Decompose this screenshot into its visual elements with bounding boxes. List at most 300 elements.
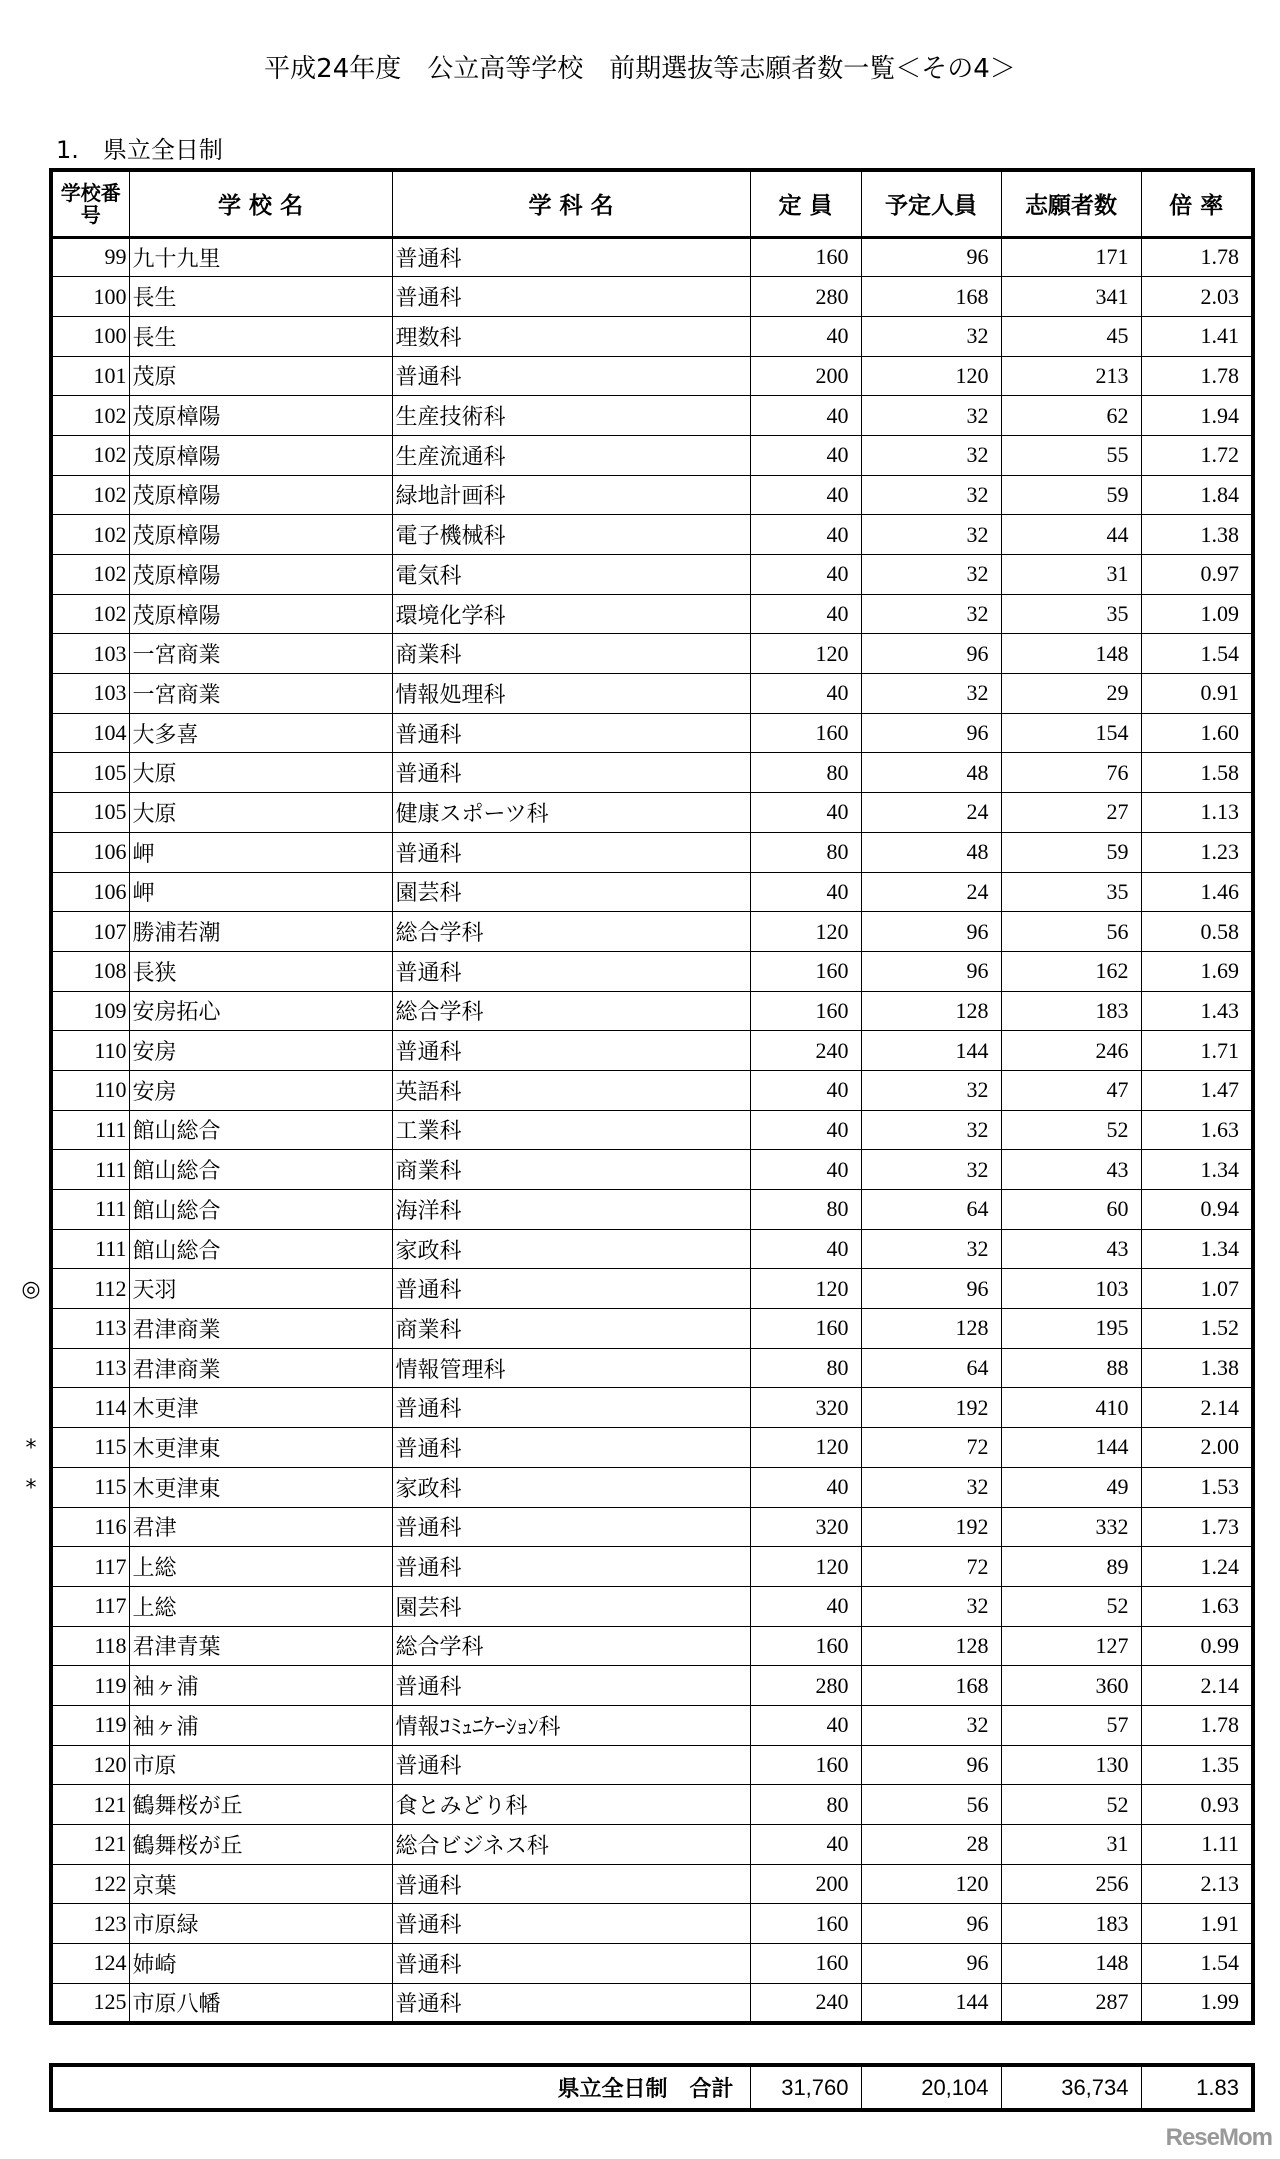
cell-ratio: 1.34 (1141, 1229, 1253, 1269)
cell-capacity: 160 (750, 951, 861, 991)
header-department: 学 科 名 (392, 170, 750, 237)
cell-applicants: 43 (1001, 1229, 1141, 1269)
cell-school-number: 103 (51, 674, 129, 714)
table-row (51, 872, 1253, 912)
cell-planned: 48 (861, 832, 1001, 872)
cell-school-number: 114 (51, 1388, 129, 1428)
cell-ratio: 0.99 (1141, 1626, 1253, 1666)
table-row (51, 1547, 1253, 1587)
cell-department: 普通科 (392, 1745, 750, 1785)
cell-school-name: 茂原樟陽 (129, 594, 392, 634)
table-row (51, 1785, 1253, 1825)
total-planned: 20,104 (861, 2065, 1001, 2110)
cell-department: 海洋科 (392, 1190, 750, 1230)
cell-capacity: 120 (750, 1547, 861, 1587)
cell-ratio: 1.46 (1141, 872, 1253, 912)
cell-planned: 192 (861, 1507, 1001, 1547)
cell-planned: 48 (861, 753, 1001, 793)
table-row (51, 1983, 1253, 2023)
cell-school-number: 105 (51, 793, 129, 833)
cell-school-number: 102 (51, 435, 129, 475)
cell-school-name: 木更津東 (129, 1428, 392, 1468)
cell-department: 商業科 (392, 1309, 750, 1349)
cell-planned: 192 (861, 1388, 1001, 1428)
cell-school-number: 118 (51, 1626, 129, 1666)
cell-capacity: 80 (750, 1190, 861, 1230)
cell-school-name: 九十九里 (129, 237, 392, 277)
cell-school-name: 木更津東 (129, 1467, 392, 1507)
cell-school-name: 岬 (129, 872, 392, 912)
cell-department: 普通科 (392, 277, 750, 317)
header-applicants: 志願者数 (1001, 170, 1141, 237)
cell-school-number: 121 (51, 1785, 129, 1825)
cell-school-name: 一宮商業 (129, 634, 392, 674)
cell-capacity: 40 (750, 316, 861, 356)
cell-planned: 120 (861, 356, 1001, 396)
cell-ratio: 1.58 (1141, 753, 1253, 793)
cell-capacity: 160 (750, 1309, 861, 1349)
cell-capacity: 80 (750, 832, 861, 872)
section-heading: 1. 県立全日制 (56, 136, 223, 164)
cell-school-number: 124 (51, 1944, 129, 1984)
cell-capacity: 200 (750, 1864, 861, 1904)
cell-ratio: 0.93 (1141, 1785, 1253, 1825)
cell-capacity: 120 (750, 1269, 861, 1309)
table-row (51, 1666, 1253, 1706)
table-row (51, 396, 1253, 436)
table-row (51, 475, 1253, 515)
total-label: 県立全日制 合計 (51, 2065, 750, 2110)
table-row (51, 1825, 1253, 1865)
cell-school-name: 茂原樟陽 (129, 475, 392, 515)
cell-planned: 32 (861, 1229, 1001, 1269)
cell-school-name: 袖ヶ浦 (129, 1666, 392, 1706)
table-row (51, 991, 1253, 1031)
cell-department: 家政科 (392, 1229, 750, 1269)
table-row (51, 1586, 1253, 1626)
table-row (51, 1110, 1253, 1150)
cell-ratio: 1.84 (1141, 475, 1253, 515)
cell-applicants: 103 (1001, 1269, 1141, 1309)
cell-ratio: 1.54 (1141, 634, 1253, 674)
cell-school-number: 112 (51, 1269, 129, 1309)
table-row (51, 1388, 1253, 1428)
cell-school-number: 106 (51, 872, 129, 912)
cell-school-name: 君津青葉 (129, 1626, 392, 1666)
cell-capacity: 160 (750, 991, 861, 1031)
table-row (51, 1348, 1253, 1388)
cell-school-number: 102 (51, 475, 129, 515)
cell-capacity: 40 (750, 674, 861, 714)
total-ratio: 1.83 (1141, 2065, 1253, 2110)
cell-school-name: 安房拓心 (129, 991, 392, 1031)
cell-school-name: 安房 (129, 1070, 392, 1110)
cell-capacity: 240 (750, 1031, 861, 1071)
cell-applicants: 60 (1001, 1190, 1141, 1230)
cell-department: 普通科 (392, 1547, 750, 1587)
table-row (51, 1944, 1253, 1984)
header-school-name: 学 校 名 (129, 170, 392, 237)
table-row (51, 1745, 1253, 1785)
cell-applicants: 52 (1001, 1110, 1141, 1150)
cell-department: 普通科 (392, 1428, 750, 1468)
cell-applicants: 410 (1001, 1388, 1141, 1428)
cell-planned: 32 (861, 316, 1001, 356)
cell-capacity: 40 (750, 1229, 861, 1269)
header-planned: 予定人員 (861, 170, 1001, 237)
cell-ratio: 1.07 (1141, 1269, 1253, 1309)
cell-applicants: 59 (1001, 832, 1141, 872)
cell-planned: 32 (861, 1070, 1001, 1110)
cell-school-name: 君津 (129, 1507, 392, 1547)
cell-applicants: 52 (1001, 1586, 1141, 1626)
cell-planned: 120 (861, 1864, 1001, 1904)
cell-applicants: 44 (1001, 515, 1141, 555)
cell-school-number: 111 (51, 1150, 129, 1190)
cell-planned: 32 (861, 515, 1001, 555)
cell-applicants: 59 (1001, 475, 1141, 515)
cell-applicants: 35 (1001, 594, 1141, 634)
cell-applicants: 144 (1001, 1428, 1141, 1468)
cell-applicants: 148 (1001, 1944, 1141, 1984)
cell-school-name: 大原 (129, 793, 392, 833)
cell-capacity: 200 (750, 356, 861, 396)
cell-department: 普通科 (392, 951, 750, 991)
cell-capacity: 120 (750, 1428, 861, 1468)
table-row (51, 1150, 1253, 1190)
cell-capacity: 40 (750, 555, 861, 595)
cell-school-number: 100 (51, 316, 129, 356)
cell-school-name: 姉崎 (129, 1944, 392, 1984)
cell-ratio: 1.78 (1141, 1705, 1253, 1745)
table-row (51, 674, 1253, 714)
cell-school-number: 119 (51, 1705, 129, 1745)
cell-planned: 168 (861, 1666, 1001, 1706)
cell-capacity: 40 (750, 1467, 861, 1507)
cell-planned: 144 (861, 1031, 1001, 1071)
table-row (51, 713, 1253, 753)
cell-ratio: 2.13 (1141, 1864, 1253, 1904)
cell-planned: 128 (861, 991, 1001, 1031)
cell-planned: 32 (861, 1586, 1001, 1626)
cell-ratio: 1.43 (1141, 991, 1253, 1031)
cell-planned: 64 (861, 1348, 1001, 1388)
cell-planned: 32 (861, 1467, 1001, 1507)
cell-capacity: 40 (750, 515, 861, 555)
cell-applicants: 76 (1001, 753, 1141, 793)
cell-school-name: 茂原樟陽 (129, 435, 392, 475)
cell-school-name: 大多喜 (129, 713, 392, 753)
cell-capacity: 40 (750, 793, 861, 833)
cell-school-number: 117 (51, 1547, 129, 1587)
cell-department: 情報処理科 (392, 674, 750, 714)
cell-department: 普通科 (392, 1864, 750, 1904)
cell-planned: 32 (861, 1705, 1001, 1745)
cell-ratio: 1.63 (1141, 1586, 1253, 1626)
cell-school-name: 岬 (129, 832, 392, 872)
cell-school-name: 市原 (129, 1745, 392, 1785)
cell-department: 生産技術科 (392, 396, 750, 436)
cell-department: 電子機械科 (392, 515, 750, 555)
cell-planned: 96 (861, 1944, 1001, 1984)
cell-school-name: 鶴舞桜が丘 (129, 1825, 392, 1865)
cell-ratio: 1.94 (1141, 396, 1253, 436)
cell-capacity: 240 (750, 1983, 861, 2023)
cell-planned: 96 (861, 713, 1001, 753)
cell-planned: 56 (861, 1785, 1001, 1825)
cell-capacity: 320 (750, 1388, 861, 1428)
table-row (51, 1309, 1253, 1349)
cell-department: 普通科 (392, 1904, 750, 1944)
cell-school-number: 100 (51, 277, 129, 317)
cell-school-name: 茂原樟陽 (129, 396, 392, 436)
cell-department: 普通科 (392, 832, 750, 872)
cell-department: 普通科 (392, 1666, 750, 1706)
cell-ratio: 1.34 (1141, 1150, 1253, 1190)
table-row (51, 634, 1253, 674)
table-row (51, 793, 1253, 833)
cell-applicants: 45 (1001, 316, 1141, 356)
cell-ratio: 2.00 (1141, 1428, 1253, 1468)
cell-school-number: 111 (51, 1110, 129, 1150)
cell-capacity: 120 (750, 912, 861, 952)
total-capacity: 31,760 (750, 2065, 861, 2110)
cell-capacity: 120 (750, 634, 861, 674)
cell-capacity: 40 (750, 435, 861, 475)
cell-planned: 96 (861, 634, 1001, 674)
cell-capacity: 40 (750, 1705, 861, 1745)
cell-planned: 32 (861, 475, 1001, 515)
cell-planned: 168 (861, 277, 1001, 317)
cell-applicants: 55 (1001, 435, 1141, 475)
cell-department: 普通科 (392, 356, 750, 396)
cell-ratio: 1.38 (1141, 1348, 1253, 1388)
cell-department: 情報ｺﾐｭﾆｹｰｼｮﾝ科 (392, 1705, 750, 1745)
cell-capacity: 40 (750, 396, 861, 436)
cell-department: 家政科 (392, 1467, 750, 1507)
cell-applicants: 127 (1001, 1626, 1141, 1666)
cell-ratio: 2.14 (1141, 1666, 1253, 1706)
table-row (51, 753, 1253, 793)
cell-school-number: 110 (51, 1070, 129, 1110)
cell-ratio: 1.53 (1141, 1467, 1253, 1507)
cell-school-name: 袖ヶ浦 (129, 1705, 392, 1745)
cell-school-number: 113 (51, 1309, 129, 1349)
cell-department: 普通科 (392, 237, 750, 277)
cell-applicants: 130 (1001, 1745, 1141, 1785)
cell-school-number: 102 (51, 515, 129, 555)
cell-applicants: 31 (1001, 1825, 1141, 1865)
table-row (51, 1070, 1253, 1110)
cell-school-name: 京葉 (129, 1864, 392, 1904)
cell-applicants: 148 (1001, 634, 1141, 674)
total-row (51, 2065, 1253, 2110)
cell-applicants: 62 (1001, 396, 1141, 436)
cell-applicants: 154 (1001, 713, 1141, 753)
cell-department: 情報管理科 (392, 1348, 750, 1388)
cell-ratio: 2.03 (1141, 277, 1253, 317)
table-row (51, 1507, 1253, 1547)
cell-planned: 96 (861, 1269, 1001, 1309)
cell-capacity: 280 (750, 277, 861, 317)
cell-school-name: 館山総合 (129, 1150, 392, 1190)
cell-applicants: 341 (1001, 277, 1141, 317)
cell-planned: 64 (861, 1190, 1001, 1230)
cell-applicants: 246 (1001, 1031, 1141, 1071)
cell-school-name: 市原八幡 (129, 1983, 392, 2023)
cell-ratio: 1.69 (1141, 951, 1253, 991)
cell-planned: 24 (861, 793, 1001, 833)
table-row (51, 237, 1253, 277)
row-marker: ◎ (21, 1277, 41, 1303)
cell-school-number: 104 (51, 713, 129, 753)
cell-school-name: 上総 (129, 1586, 392, 1626)
cell-planned: 72 (861, 1547, 1001, 1587)
cell-school-number: 101 (51, 356, 129, 396)
cell-department: 普通科 (392, 753, 750, 793)
cell-ratio: 2.14 (1141, 1388, 1253, 1428)
cell-ratio: 1.72 (1141, 435, 1253, 475)
cell-applicants: 213 (1001, 356, 1141, 396)
cell-planned: 96 (861, 237, 1001, 277)
cell-school-number: 102 (51, 594, 129, 634)
table-header-row (51, 170, 1253, 237)
cell-applicants: 49 (1001, 1467, 1141, 1507)
table-row (51, 832, 1253, 872)
cell-department: 生産流通科 (392, 435, 750, 475)
cell-school-name: 君津商業 (129, 1309, 392, 1349)
cell-school-name: 大原 (129, 753, 392, 793)
cell-capacity: 320 (750, 1507, 861, 1547)
cell-school-number: 105 (51, 753, 129, 793)
cell-department: 普通科 (392, 1388, 750, 1428)
cell-school-number: 117 (51, 1586, 129, 1626)
cell-applicants: 171 (1001, 237, 1141, 277)
cell-department: 総合学科 (392, 912, 750, 952)
cell-ratio: 1.73 (1141, 1507, 1253, 1547)
cell-planned: 96 (861, 951, 1001, 991)
cell-applicants: 256 (1001, 1864, 1141, 1904)
table-row (51, 356, 1253, 396)
cell-department: 普通科 (392, 1983, 750, 2023)
cell-capacity: 160 (750, 237, 861, 277)
cell-department: 工業科 (392, 1110, 750, 1150)
cell-planned: 32 (861, 1150, 1001, 1190)
cell-applicants: 332 (1001, 1507, 1141, 1547)
cell-applicants: 183 (1001, 991, 1141, 1031)
cell-department: 総合学科 (392, 1626, 750, 1666)
cell-school-name: 長生 (129, 316, 392, 356)
cell-department: 健康スポーツ科 (392, 793, 750, 833)
cell-school-name: 茂原樟陽 (129, 515, 392, 555)
cell-department: 理数科 (392, 316, 750, 356)
cell-capacity: 80 (750, 1348, 861, 1388)
cell-ratio: 1.99 (1141, 1983, 1253, 2023)
cell-school-name: 茂原 (129, 356, 392, 396)
cell-department: 商業科 (392, 1150, 750, 1190)
cell-school-name: 上総 (129, 1547, 392, 1587)
cell-capacity: 160 (750, 713, 861, 753)
cell-applicants: 31 (1001, 555, 1141, 595)
header-ratio: 倍 率 (1141, 170, 1253, 237)
cell-capacity: 160 (750, 1904, 861, 1944)
cell-school-number: 103 (51, 634, 129, 674)
cell-school-name: 市原緑 (129, 1904, 392, 1944)
cell-applicants: 88 (1001, 1348, 1141, 1388)
cell-applicants: 360 (1001, 1666, 1141, 1706)
cell-school-number: 115 (51, 1428, 129, 1468)
cell-ratio: 1.23 (1141, 832, 1253, 872)
table-row (51, 515, 1253, 555)
cell-applicants: 56 (1001, 912, 1141, 952)
cell-capacity: 40 (750, 1150, 861, 1190)
cell-department: 普通科 (392, 1269, 750, 1309)
cell-school-name: 天羽 (129, 1269, 392, 1309)
cell-ratio: 1.60 (1141, 713, 1253, 753)
cell-planned: 144 (861, 1983, 1001, 2023)
row-marker: * (25, 1475, 37, 1501)
cell-planned: 128 (861, 1309, 1001, 1349)
table-row (51, 1626, 1253, 1666)
cell-ratio: 0.91 (1141, 674, 1253, 714)
cell-planned: 24 (861, 872, 1001, 912)
cell-department: 緑地計画科 (392, 475, 750, 515)
cell-department: 英語科 (392, 1070, 750, 1110)
table-row (51, 1864, 1253, 1904)
cell-capacity: 160 (750, 1626, 861, 1666)
cell-school-number: 122 (51, 1864, 129, 1904)
cell-school-name: 一宮商業 (129, 674, 392, 714)
cell-school-number: 121 (51, 1825, 129, 1865)
cell-school-number: 110 (51, 1031, 129, 1071)
applicants-table (49, 168, 1255, 2025)
cell-school-number: 102 (51, 396, 129, 436)
cell-department: 普通科 (392, 713, 750, 753)
cell-ratio: 1.52 (1141, 1309, 1253, 1349)
table-row (51, 1229, 1253, 1269)
table-row (51, 594, 1253, 634)
cell-school-number: 109 (51, 991, 129, 1031)
table-row (51, 912, 1253, 952)
cell-capacity: 40 (750, 1825, 861, 1865)
cell-school-name: 茂原樟陽 (129, 555, 392, 595)
table-row (51, 1428, 1253, 1468)
cell-ratio: 1.24 (1141, 1547, 1253, 1587)
cell-planned: 32 (861, 435, 1001, 475)
page-title: 平成24年度 公立高等学校 前期選抜等志願者数一覧＜その4＞ (264, 54, 1016, 84)
cell-school-number: 107 (51, 912, 129, 952)
cell-ratio: 1.47 (1141, 1070, 1253, 1110)
cell-school-name: 長生 (129, 277, 392, 317)
cell-school-name: 鶴舞桜が丘 (129, 1785, 392, 1825)
cell-ratio: 0.97 (1141, 555, 1253, 595)
cell-ratio: 1.13 (1141, 793, 1253, 833)
total-table (49, 2063, 1255, 2112)
cell-school-number: 108 (51, 951, 129, 991)
cell-school-number: 123 (51, 1904, 129, 1944)
cell-school-name: 木更津 (129, 1388, 392, 1428)
cell-planned: 96 (861, 1745, 1001, 1785)
cell-department: 総合学科 (392, 991, 750, 1031)
cell-capacity: 40 (750, 1110, 861, 1150)
cell-department: 普通科 (392, 1031, 750, 1071)
resemom-watermark: ReseMom (1165, 2124, 1272, 2151)
cell-planned: 128 (861, 1626, 1001, 1666)
table-row (51, 555, 1253, 595)
total-applicants: 36,734 (1001, 2065, 1141, 2110)
cell-school-name: 館山総合 (129, 1190, 392, 1230)
cell-school-number: 106 (51, 832, 129, 872)
